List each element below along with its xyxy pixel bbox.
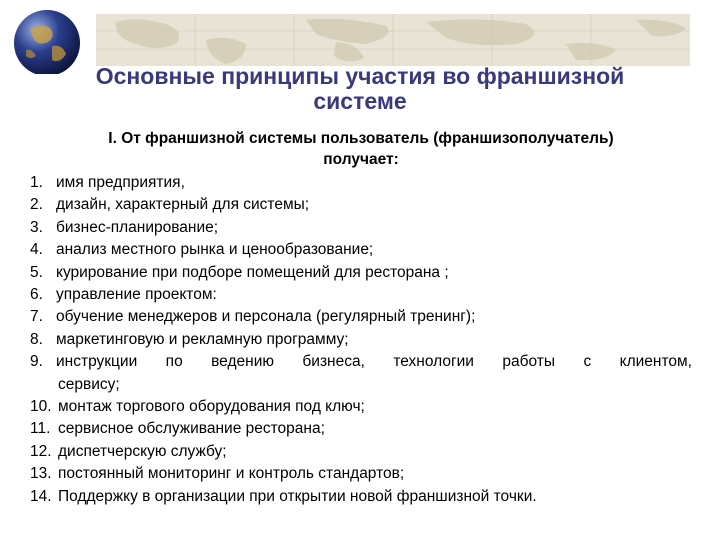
- item-number: 12.: [30, 442, 52, 460]
- intro-line-1: I. От франшизной системы пользователь (франшизополучатель): [108, 130, 614, 147]
- list-item: [30, 217, 692, 239]
- list-item: [30, 486, 692, 508]
- item-text: управление проектом:: [56, 286, 217, 304]
- item-text: Поддержку в организации при открытии новой франшизной точки.: [58, 487, 537, 505]
- item-text-continuation: сервису;: [58, 375, 120, 393]
- item-number: 3.: [30, 218, 43, 236]
- list-item: [30, 396, 692, 418]
- list-item: [30, 239, 692, 261]
- list-item: [30, 194, 692, 216]
- list-item: [30, 172, 692, 194]
- list-item-continuation: [30, 374, 692, 396]
- item-number: 6.: [30, 286, 43, 304]
- list-item: [30, 441, 692, 463]
- item-number: 10.: [30, 398, 52, 416]
- list-item: [30, 262, 692, 284]
- item-number: 11.: [30, 420, 51, 438]
- item-text: имя предприятия,: [56, 174, 185, 191]
- item-text: курирование при подборе помещений для ресторана ;: [56, 263, 449, 281]
- item-text: маркетинговую и рекламную программу;: [56, 330, 349, 348]
- item-text: обучение менеджеров и персонала (регулярный тренинг);: [56, 308, 476, 326]
- item-text: инструкции по ведению бизнеса, технологии работы с клиентом,: [56, 353, 692, 371]
- list-item: [30, 351, 692, 373]
- page-title: [0, 64, 720, 114]
- title-line-2: системе: [313, 88, 407, 114]
- item-text: диспетчерскую службу;: [58, 442, 227, 460]
- list-item: [30, 463, 692, 485]
- item-text: дизайн, характерный для системы;: [56, 196, 310, 214]
- list-item: [30, 418, 692, 440]
- item-text: монтаж торгового оборудования под ключ;: [58, 398, 365, 416]
- item-number: 1.: [30, 174, 43, 191]
- world-map-banner: [96, 14, 690, 66]
- item-number: 5.: [30, 263, 43, 281]
- item-text: анализ местного рынка и ценообразование;: [56, 241, 374, 259]
- item-text: сервисное обслуживание ресторана;: [58, 420, 325, 438]
- item-text: бизнес-планирование;: [56, 218, 219, 236]
- list-item: [30, 306, 692, 328]
- item-number: 13.: [30, 465, 52, 483]
- title-line-1: Основные принципы участия во франшизной: [95, 63, 625, 89]
- list-item: [30, 329, 692, 351]
- list-item: [30, 284, 692, 306]
- item-number: 2.: [30, 196, 43, 214]
- item-number: 14.: [30, 487, 52, 505]
- intro-heading: [30, 128, 692, 170]
- item-number: 4.: [30, 241, 43, 259]
- slide-body: [30, 128, 692, 508]
- benefits-list: [30, 172, 692, 508]
- item-text: постоянный мониторинг и контроль стандартов;: [58, 465, 405, 483]
- intro-line-2: получает:: [323, 151, 399, 168]
- item-number: 7.: [30, 308, 43, 326]
- item-number: 9.: [30, 353, 43, 371]
- item-number: 8.: [30, 330, 43, 348]
